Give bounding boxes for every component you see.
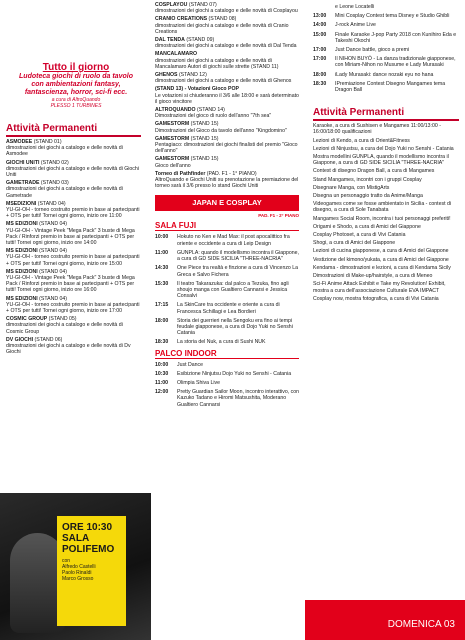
footer-bar — [305, 600, 465, 640]
list-item: Lezioni di Kendo, a cura di Orient&Fitness — [313, 137, 410, 144]
entry-text: dimostrazioni dei giochi a catalogo e delle novità di Ghenos — [155, 78, 292, 85]
fuji-schedule — [155, 234, 299, 345]
list-item — [155, 107, 299, 119]
schedule-time: 11:00 — [155, 379, 168, 386]
entry-head: GAMETRADE — [6, 180, 40, 187]
entry-tag: (STAND 14) — [197, 107, 225, 114]
list-item — [6, 201, 141, 220]
list-item — [155, 51, 299, 70]
middle-column — [151, 0, 305, 640]
schedule-text: One Piece tra realtà e finzione a cura di Vincenzo La Greca e Salvo Fichera — [177, 265, 299, 278]
entry-tag: (PAD. F1 - 1° PIANO) — [206, 170, 257, 177]
list-item: Lezioni di cucina giapponese, a cura di Amici del Giappone — [313, 248, 449, 255]
entry-head: GAMESTORM — [155, 121, 190, 128]
event-name: Paolo Rinaldi — [62, 570, 92, 576]
list-item: Cosplay now, mostra fotografica, a cura di Vivi Catania — [313, 295, 439, 302]
entry-head: ASMODEE — [6, 139, 33, 145]
list-item: Origami e Shodo, a cura di Amici del Giappone — [313, 223, 421, 230]
schedule-row — [155, 318, 299, 337]
list-item — [155, 16, 299, 35]
attivita-title-left: Attività Permanenti — [6, 123, 98, 134]
right-column — [305, 0, 465, 640]
entry-head: DAL TENDA — [155, 37, 185, 44]
list-item — [155, 2, 299, 14]
entry-text: Dimostrazioni del gioco di ruolo dell'anno "7th sea" — [155, 113, 272, 120]
schedule-time: 13:00 — [313, 13, 327, 20]
list-item — [6, 180, 141, 199]
list-item: Shogi, a cura di Amici del Giappone — [313, 240, 396, 247]
entry-text: YU-GI-OH - torneo costruito premio in base ai partecipanti + OTS per tutti! Tornei ogni giorno, inizio ore 15:00 — [6, 254, 140, 267]
entry-head: GHENOS — [155, 72, 178, 79]
tutto-il-giorno-place: PLESSO 1 TURBINES — [50, 103, 102, 109]
event-room2: POLIFEMO — [62, 544, 115, 555]
entry-text: YU-GI-OH - Vintage Peek "Mega Pack" 3 buste di Mega Pack / Rinforzi premio in base ai partecipanti + OTS per tutti! Tornei ogni giorno, inizio ore 14:00 — [6, 227, 135, 247]
entry-tag: (STAND 04) — [37, 200, 66, 207]
schedule-row — [155, 389, 299, 408]
entry-text: Le votazioni si chiuderanno il 3/6 alle 18:00 e sarà determinato il gioco vincitore — [155, 92, 299, 105]
schedule-text: Pretty Guardian Sailor Moon, incontro interattivo, con Kazuko Tadano e Hiromi Matsushita, Moderano Gualtiero Cannarsi — [177, 389, 299, 408]
entry-text: YU-GI-OH - Vintage Peek "Mega Pack" 3 buste di Mega Pack / Rinforzi premio in base ai partecipanti + OTS per tutti! Tornei ogni giorno, inizio ore 16:00 — [6, 275, 135, 294]
list-item — [155, 121, 299, 133]
schedule-row — [155, 380, 299, 386]
event-name: Alfredo Castelli — [62, 564, 96, 570]
schedule-row — [313, 47, 459, 53]
list-item: Mostra modellini GUNPLA, quando il modellismo incontra il Giappone, a cura di GD SIDE SICILIA "THREE-NACRIA" — [313, 154, 449, 167]
mid-entries — [155, 2, 299, 189]
list-item: Karaoke, a cura di Sushisen e Mangames 11:00/13:00 - 16:00/18:00 qualificazioni — [313, 123, 441, 136]
entry-tag: (STAND 15) — [190, 156, 219, 163]
entry-head: DV GIOCHI — [6, 336, 34, 343]
schedule-text: Hokuto no Ken e Mad Max: il post apocalittico fra oriente e occidente a cura di Leip Design — [177, 234, 290, 247]
schedule-time: 11:00 — [155, 249, 168, 256]
list-item — [155, 37, 299, 49]
entry-tag: (STAND 04) — [39, 221, 68, 228]
schedule-text: Mini Cosplay Contest tema Disney e Studio Ghibli — [335, 13, 450, 20]
schedule-row — [313, 13, 459, 19]
schedule-row — [313, 32, 459, 44]
entry-tag: (STAND 08) — [208, 16, 237, 23]
entry-head: CRANIO CREATIONS — [155, 16, 208, 23]
footer-label: DOMENICA 03 — [387, 619, 455, 630]
list-item: Contest di disegno Dragon Ball, a cura di Mangames — [313, 168, 435, 175]
sala-fuji-title: SALA FUJI — [155, 221, 299, 231]
schedule-time: 17:00 — [313, 56, 327, 63]
palco-title: PALCO INDOOR — [155, 349, 299, 359]
entry-head: COSPLAYOU — [155, 2, 188, 8]
list-item: Stand Mangames, incontri con i gruppi Cosplay — [313, 176, 422, 183]
entry-tag: (STAND 05) — [48, 316, 77, 323]
schedule-text: iLady Murasaki: dance nozaki eyu no hana — [335, 71, 434, 78]
entry-text: dimostrazioni dei giochi a catalogo e delle novità di Asmodee — [6, 145, 123, 158]
entry-head: MSEDIZIONI — [6, 200, 37, 207]
entry-tag: (STAND 04) — [39, 295, 68, 302]
schedule-time: 17:15 — [155, 302, 169, 309]
entry-text: Pentagiaco: dimostrazioni dei giochi finalisti del premio "Gioco dell'anno" — [155, 142, 298, 155]
schedule-text: La storia del Nuk, a cura di Sushi NUK — [177, 339, 266, 346]
list-item — [155, 72, 299, 84]
schedule-time: 17:00 — [313, 47, 327, 54]
tutto-il-giorno-desc: Ludoteca giochi di ruolo da tavolo con ambientazioni fantasy, fantascienza, horror, sci-fi ecc. — [19, 73, 133, 96]
list-item — [6, 248, 141, 267]
entry-head: COSMIC GROUP — [6, 316, 48, 323]
list-item: Mangames Social Room, incontra i tuoi personaggi preferiti! — [313, 215, 451, 222]
event-room1: SALA — [62, 533, 90, 544]
schedule-row — [155, 281, 299, 300]
entry-tag: (STAND 09) — [186, 37, 215, 44]
schedule-text: La SkinCare tra occidente e oriente a cura di Francesca Schillagi e Lea Bordieri — [177, 302, 280, 315]
schedule-row — [313, 22, 459, 28]
list-item — [6, 160, 141, 179]
schedule-row — [155, 302, 299, 314]
schedule-row — [155, 339, 299, 345]
schedule-text: J-rock Anime Live — [335, 22, 376, 29]
schedule-time: 10:00 — [155, 361, 169, 368]
entry-tag: (STAND 04) — [39, 268, 68, 275]
entry-tag: (STAND 01) — [33, 139, 62, 145]
list-item: Videogames come se fosse ambientato in Sicilia - contest di disegno, a cura di Sole Tanabata — [313, 201, 452, 214]
entry-head: GAMESTORM — [155, 135, 190, 142]
list-item — [6, 296, 141, 315]
event-name: Marco Grosso — [62, 576, 94, 582]
entry-tag: (STAND 12) — [178, 72, 207, 79]
entry-text: YU-GI-OH - torneo costruito premio in base ai partecipanti + OTS per tutti! Tornei ogni giorno, inizio ore 11:00 — [6, 207, 140, 220]
attivita-title-right: Attività Permanenti — [313, 107, 405, 119]
list-item — [155, 86, 299, 105]
schedule-time: 10:30 — [155, 370, 169, 377]
entry-text: Gioco dell'anno — [155, 162, 191, 169]
schedule-row — [155, 250, 299, 262]
tutto-il-giorno-by: a cura di AltroQuando — [51, 97, 101, 103]
schedule-text: Just Dance — [177, 361, 203, 368]
entry-tag: (STAND 15) — [190, 135, 219, 142]
divider — [6, 135, 141, 137]
schedule-time: 15:00 — [313, 31, 327, 38]
schedule-row — [155, 362, 299, 368]
schedule-text: Just Dance battle, gioco a premi — [335, 47, 410, 54]
list-item: Disegna un personaggio tratto da Anime/Manga — [313, 193, 423, 200]
list-item — [6, 269, 141, 294]
entry-text: dimostrazioni dei giochi a catalogo e delle novità di Cosmic Group — [6, 322, 123, 335]
entry-head: ALTROQUANDO — [155, 107, 196, 114]
entry-text: dimostrazioni dei giochi a catalogo e delle novità di Mancalamaro Autori di giochi sulle strette (STAND 11) — [155, 57, 279, 70]
event-time: ORE 10:30 — [62, 522, 113, 533]
japan-banner: JAPAN E COSPLAY — [155, 195, 299, 211]
entry-tag: (STAND 07) — [188, 2, 217, 8]
schedule-row — [313, 72, 459, 78]
schedule-time: 14:30 — [155, 265, 169, 272]
entry-text: Dimostrazioni del Gioco da tavolo dell'anno "Kingdomino" — [155, 127, 287, 134]
list-item — [6, 221, 141, 246]
schedule-time: 18:30 — [155, 339, 169, 346]
pad-label: PAD. F1 - 2° PIANO — [258, 213, 299, 219]
entry-head: MANCALAMARO — [155, 51, 198, 58]
entry-tag: (STAND 15) — [190, 121, 219, 128]
list-item: Sci-Fi Anime Attack Exhibit e Take my Revolution! Exhibit, mostra a cura dell'associazione Culturale EVA IMPACT — [313, 281, 446, 294]
list-item: Disegnare Manga, con MistigArts — [313, 184, 390, 191]
entry-text: YU-GI-OH - torneo costruito premio in base ai partecipanti + OTS per tutti! Tornei ogni giorno, inizio ore 17:00 — [6, 301, 140, 315]
list-item: Vestizione del kimono/yukata, a cura di Amici del Giappone — [313, 256, 449, 263]
schedule-text: Olimpia Shiva Live — [177, 379, 220, 386]
right-entries — [313, 123, 459, 302]
entry-text: dimostrazioni dei giochi a catalogo e delle novità di Dv Giochi — [6, 343, 131, 356]
schedule-time: 18:00 — [155, 317, 169, 324]
left-column — [0, 0, 151, 640]
entry-head: GIOCHI UNITI — [6, 159, 40, 166]
event-with: con — [62, 558, 71, 564]
list-item: Dimostrazioni di Make-up/hairstyle, a cura di Meneo — [313, 273, 433, 280]
tutto-il-giorno-title: Tutto il giorno — [42, 62, 110, 73]
schedule-text: Il NIHON BUYŌ - La danza tradizionale giapponese, con Miriam-Nihon no Musume e Lady Murasaki — [335, 56, 456, 69]
schedule-time: 15:30 — [155, 280, 169, 287]
entry-text: dimostrazioni dei giochi a catalogo e delle novità di Cosplayou — [155, 8, 298, 15]
event-box — [57, 516, 126, 626]
entry-text: AltroQuando e Giochi Uniti su prenotazione la premiazione del torneo sarà il 3/6 presso lo stand Giochi Uniti — [155, 177, 299, 190]
schedule-time: 18:00 — [313, 71, 327, 78]
list-item — [6, 316, 141, 335]
entry-text: dimostrazioni dei giochi a catalogo e delle novità di Dal Tenda — [155, 43, 297, 50]
entry-head: MS EDIZIONI — [6, 221, 38, 228]
entry-text: dimostrazioni dei giochi a catalogo e delle novità di Cranio Creations — [155, 22, 289, 35]
right-schedule — [313, 13, 459, 93]
list-item — [6, 139, 141, 158]
entry-tag: (STAND 03) — [40, 180, 69, 187]
divider — [313, 119, 459, 121]
entry-head: GAMESTORM — [155, 156, 190, 163]
list-item — [155, 171, 299, 190]
schedule-text: Finale Karaoke J-pop Party 2018 con Kunihiro Eda e Takeshi Okochi — [335, 31, 457, 44]
schedule-row — [313, 56, 459, 68]
entry-head: MS EDIZIONI — [6, 295, 38, 302]
schedule-text: Il teatro Takarazuka: dal palco a Tezuka, fino agli shoujo manga con Gualtiero Cannarsi e Jessica Consalvi — [177, 280, 289, 300]
list-item: Lezioni di Ninjustsu, a cura del Dojo Yuki no Senshi - Catania — [313, 145, 454, 152]
palco-schedule — [155, 362, 299, 408]
top-text: e Leone Locatelli — [335, 4, 375, 10]
entry-head: Torneo di Pathfinder — [155, 170, 206, 177]
entry-text: dimostrazioni dei giochi a catalogo e delle novità di Gametrade — [6, 186, 123, 199]
schedule-text: IPremiazione Contest Disegno Mangames tema Dragon Ball — [335, 80, 446, 94]
entry-text: dimostrazioni dei giochi a catalogo e delle novità di Giochi Uniti — [6, 165, 139, 179]
entry-tag: (STAND 04) — [39, 248, 68, 255]
list-item: Cosplay Photoset, a cura di Vivi Catania — [313, 232, 406, 239]
schedule-time: 10:00 — [155, 234, 169, 241]
schedule-row — [155, 234, 299, 246]
schedule-time: 12:00 — [155, 389, 169, 396]
list-item: Kendama - dimostrazioni e lezioni, a cura di Kendama Sicily — [313, 264, 451, 271]
entry-head: MS EDIZIONI — [6, 268, 38, 275]
list-item — [155, 136, 299, 155]
schedule-row — [313, 81, 459, 93]
entry-tag: (STAND 06) — [34, 336, 63, 343]
entry-tag: (STAND 02) — [40, 159, 69, 166]
entry-head: (STAND 13) - Votazioni Gioco POP — [155, 86, 239, 93]
list-item — [155, 156, 299, 168]
schedule-time: 18:30 — [313, 80, 327, 87]
schedule-text: Esibizione Ninjutsu Dojo Yuki no Senshi - Catania — [177, 370, 292, 377]
entry-head: MS EDIZIONI — [6, 248, 38, 255]
schedule-time: 14:00 — [313, 22, 327, 29]
schedule-row — [155, 265, 299, 277]
left-entries — [6, 139, 141, 356]
schedule-row — [155, 371, 299, 377]
schedule-text: Storia dei guerrieri nella Sengoku era fino ai tempi feudale giapponese, a cura di Dojo Yuki no Senshi Catania — [177, 317, 293, 337]
list-item — [6, 337, 141, 356]
schedule-text: GUNPLA: quando il modellismo incontra il Giappone, a cura di GD SIDE SICILIA "THREE-NACRIA" — [177, 249, 299, 263]
